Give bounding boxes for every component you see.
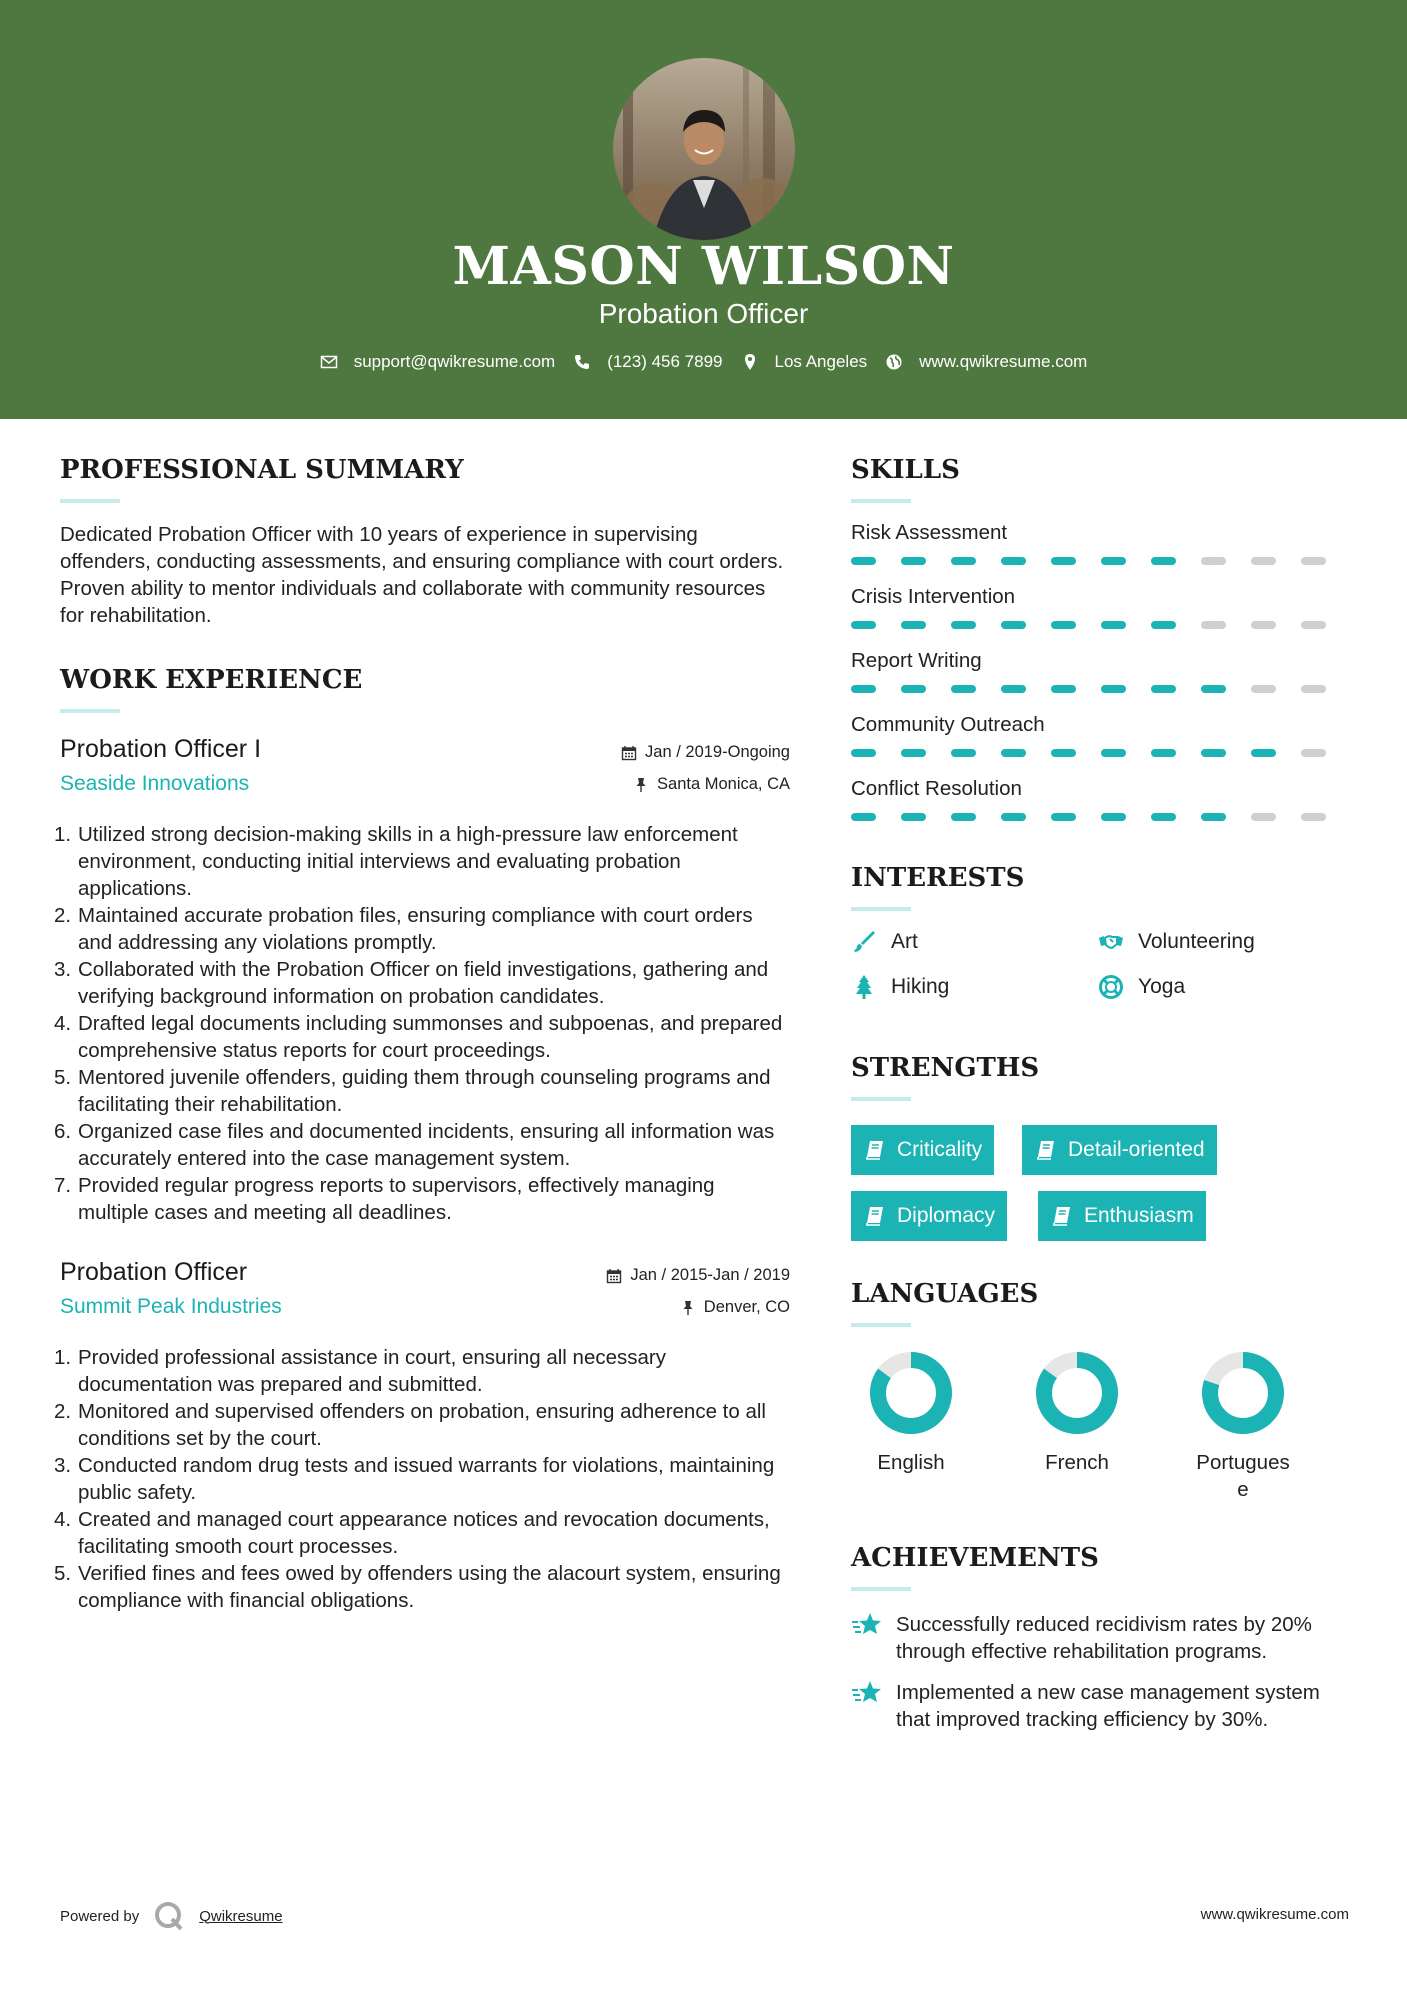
interest-item: [851, 974, 949, 1000]
skill-rating: [851, 621, 1351, 629]
contact-phone[interactable]: [573, 352, 722, 372]
skill-rating-dot: [951, 813, 976, 821]
skill-rating-dot: [1051, 749, 1076, 757]
skills-heading: SKILLS: [851, 455, 960, 485]
map-pin-icon: [741, 353, 759, 371]
book-icon: [1035, 1139, 1057, 1161]
skill-rating-dot: [1251, 685, 1276, 693]
summary-text: Dedicated Probation Officer with 10 years of experience in supervising offenders, conducting assessments, and ensuring compliance with court orders. Proven ability to mentor individuals and collaborate with community resources for rehabilitation.: [60, 523, 784, 627]
job-duties-list: [54, 1344, 790, 1614]
skill-rating-dot: [1101, 621, 1126, 629]
skill-rating-dot: [951, 621, 976, 629]
interest-label: Art: [891, 930, 918, 953]
job-duty: 1. Utilized strong decision-making skills in a high-pressure law enforcement environment, conducting initial interviews and evaluating probation applications.: [54, 823, 738, 900]
language-name: English: [877, 1451, 945, 1474]
languages-list: [851, 1351, 1351, 1511]
book-icon: [1051, 1205, 1073, 1227]
language-donut: [1201, 1351, 1285, 1435]
left-column: [54, 455, 790, 1614]
interest-item: [851, 929, 918, 955]
tree-icon: [851, 974, 877, 1000]
skill-rating: [851, 685, 1351, 693]
pushpin-icon: [680, 1300, 696, 1316]
strengths-list: [851, 1125, 1351, 1265]
job-duties-list: [54, 821, 790, 1226]
book-icon: [864, 1139, 886, 1161]
job-header: [60, 735, 790, 801]
skill-rating-dot: [1001, 685, 1026, 693]
strength-label: Criticality: [897, 1138, 983, 1161]
skill-item: [851, 649, 1351, 713]
skill-rating-dot: [1051, 685, 1076, 693]
skill-rating-dot: [901, 749, 926, 757]
strength-label: Enthusiasm: [1084, 1204, 1194, 1227]
pushpin-icon: [633, 777, 649, 793]
skill-rating-dot: [851, 557, 876, 565]
lifebuoy-icon: [1098, 974, 1124, 1000]
language-name: French: [1045, 1451, 1109, 1474]
languages-section: [851, 1279, 1351, 1511]
skill-name: Risk Assessment: [851, 521, 1008, 544]
summary-section: [60, 455, 790, 629]
language-name: Portugues e: [1196, 1451, 1290, 1501]
skill-rating-dot: [851, 621, 876, 629]
job-duty: 5. Verified fines and fees owed by offenders using the alacourt system, ensuring compliance with financial obligations.: [54, 1562, 781, 1612]
candidate-title: Probation Officer: [598, 298, 809, 329]
skill-rating-dot: [1051, 621, 1076, 629]
skill-rating-dot: [1001, 813, 1026, 821]
skill-rating-dot: [1101, 749, 1126, 757]
skills-list: [851, 521, 1351, 841]
phone-icon: [573, 353, 591, 371]
skill-rating-dot: [1201, 621, 1226, 629]
strength-tag: [851, 1191, 1007, 1241]
powered-by-label: Powered by: [60, 1907, 140, 1925]
skill-rating: [851, 813, 1351, 821]
job-entry: [54, 1258, 790, 1614]
skill-rating-dot: [1251, 813, 1276, 821]
language-item: [851, 1351, 971, 1476]
skills-section: [851, 455, 1351, 841]
skill-rating-dot: [1101, 813, 1126, 821]
strength-label: Detail-oriented: [1068, 1138, 1205, 1161]
skill-name: Crisis Intervention: [851, 585, 1016, 608]
achievement-item: [851, 1679, 1351, 1733]
achievements-section: [851, 1543, 1351, 1733]
skill-item: [851, 585, 1351, 649]
skill-rating-dot: [1301, 685, 1326, 693]
skill-rating-dot: [1101, 685, 1126, 693]
qwikresume-link[interactable]: Qwikresume: [199, 1907, 283, 1925]
skill-rating-dot: [1051, 813, 1076, 821]
skill-rating-dot: [1051, 557, 1076, 565]
section-divider: [851, 907, 911, 911]
skill-rating-dot: [1001, 621, 1026, 629]
skill-rating-dot: [901, 557, 926, 565]
summary-heading: PROFESSIONAL SUMMARY: [60, 455, 464, 485]
skill-rating-dot: [1251, 749, 1276, 757]
job-date: [606, 1266, 790, 1285]
achievement-item: [851, 1611, 1351, 1665]
section-divider: [851, 499, 911, 503]
skill-rating-dot: [901, 621, 926, 629]
skill-rating: [851, 557, 1351, 565]
job-header: [60, 1258, 790, 1324]
strength-tag: [1038, 1191, 1206, 1241]
experience-heading: WORK EXPERIENCE: [60, 665, 363, 695]
interest-label: Hiking: [891, 975, 950, 998]
job-duty: 2. Monitored and supervised offenders on probation, ensuring adherence to all conditions set by the court.: [54, 1400, 766, 1450]
calendar-icon: [621, 745, 637, 761]
skill-rating-dot: [901, 685, 926, 693]
experience-section: [54, 665, 790, 1614]
interests-heading: INTERESTS: [851, 863, 1025, 893]
language-item: [1017, 1351, 1137, 1476]
skill-rating-dot: [951, 557, 976, 565]
skill-item: [851, 777, 1351, 841]
contact-email[interactable]: [320, 352, 556, 372]
skill-rating-dot: [1301, 557, 1326, 565]
skill-rating-dot: [1151, 621, 1176, 629]
footer-website[interactable]: www.qwikresume.com: [1200, 1906, 1349, 1923]
book-icon: [864, 1205, 886, 1227]
contact-website-text: www.qwikresume.com: [919, 352, 1088, 371]
job-entry: [54, 735, 790, 1226]
contact-phone-text: (123) 456 7899: [607, 352, 723, 371]
skill-rating-dot: [1251, 621, 1276, 629]
achievements-heading: ACHIEVEMENTS: [851, 1543, 1099, 1573]
skill-rating-dot: [1301, 813, 1326, 821]
skill-rating-dot: [951, 685, 976, 693]
footer-branding: [60, 1900, 283, 1932]
skill-rating-dot: [1301, 749, 1326, 757]
interest-label: Yoga: [1138, 975, 1186, 998]
calendar-icon: [606, 1268, 622, 1284]
language-item: [1183, 1351, 1303, 1503]
achievements-list: [851, 1611, 1351, 1733]
job-duty: 2. Maintained accurate probation files, ensuring compliance with court orders and addressing any violations promptly.: [54, 904, 753, 954]
star-speed-icon: [851, 1677, 883, 1709]
skill-rating-dot: [1301, 621, 1326, 629]
skill-rating: [851, 749, 1351, 757]
job-location: [633, 775, 790, 794]
job-duty: 6. Organized case files and documented incidents, ensuring all information was accurately entered into the case management system.: [54, 1120, 775, 1170]
language-donut: [1035, 1351, 1119, 1435]
job-date-text: Jan / 2019-Ongoing: [645, 743, 790, 761]
skill-rating-dot: [851, 685, 876, 693]
job-date: [621, 743, 790, 762]
skill-rating-dot: [1151, 685, 1176, 693]
skill-rating-dot: [1151, 557, 1176, 565]
achievement-text: Implemented a new case management system that improved tracking efficiency by 30%.: [896, 1681, 1320, 1731]
job-date-text: Jan / 2015-Jan / 2019: [630, 1266, 790, 1284]
skill-name: Community Outreach: [851, 713, 1045, 736]
job-location-text: Santa Monica, CA: [657, 775, 790, 793]
achievement-text: Successfully reduced recidivism rates by 20% through effective rehabilitation programs.: [896, 1613, 1312, 1663]
job-location-text: Denver, CO: [703, 1298, 790, 1316]
skill-rating-dot: [1151, 749, 1176, 757]
skill-name: Report Writing: [851, 649, 982, 672]
languages-heading: LANGUAGES: [851, 1279, 1039, 1309]
profile-photo: [613, 58, 795, 240]
skill-rating-dot: [1251, 557, 1276, 565]
skill-item: [851, 713, 1351, 777]
section-divider: [60, 499, 120, 503]
right-column: [851, 455, 1351, 1747]
candidate-name: MASON WILSON: [452, 236, 955, 297]
strengths-heading: STRENGTHS: [851, 1053, 1040, 1083]
job-title: Probation Officer I: [60, 735, 262, 763]
job-duty: 7. Provided regular progress reports to supervisors, effectively managing multiple cases and meeting all deadlines.: [54, 1174, 715, 1224]
job-duty: 3. Conducted random drug tests and issued warrants for violations, maintaining public safety.: [54, 1454, 775, 1504]
skill-rating-dot: [1201, 685, 1226, 693]
resume-header: [0, 0, 1407, 419]
skill-rating-dot: [1151, 813, 1176, 821]
strength-tag: [851, 1125, 994, 1175]
job-duty: 4. Drafted legal documents including summonses and subpoenas, and prepared comprehensive status reports for court proceedings.: [54, 1012, 783, 1062]
job-location: [680, 1298, 790, 1317]
skill-rating-dot: [851, 813, 876, 821]
strength-tag: [1022, 1125, 1217, 1175]
contact-website[interactable]: [885, 352, 1087, 372]
contact-location-text: Los Angeles: [774, 352, 868, 371]
contact-location: [741, 352, 868, 372]
job-title: Probation Officer: [60, 1258, 248, 1286]
job-company: Summit Peak Industries: [60, 1295, 282, 1318]
interest-item: [1098, 929, 1255, 955]
interest-label: Volunteering: [1138, 930, 1255, 953]
contact-bar: [0, 352, 1407, 372]
skill-item: [851, 521, 1351, 585]
skill-rating-dot: [1201, 749, 1226, 757]
job-duty: 1. Provided professional assistance in court, ensuring all necessary documentation was prepared and submitted.: [54, 1346, 666, 1396]
handshake-icon: [1098, 929, 1124, 955]
interests-list: [851, 929, 1351, 1029]
strengths-section: [851, 1053, 1351, 1265]
globe-icon: [885, 353, 903, 371]
qwikresume-logo-icon: [153, 1900, 185, 1932]
strength-label: Diplomacy: [897, 1204, 996, 1227]
section-divider: [851, 1323, 911, 1327]
star-speed-icon: [851, 1609, 883, 1641]
job-duty: 5. Mentored juvenile offenders, guiding them through counseling programs and facilitating their rehabilitation.: [54, 1066, 771, 1116]
skill-rating-dot: [1001, 749, 1026, 757]
section-divider: [851, 1587, 911, 1591]
envelope-icon: [320, 353, 338, 371]
skill-rating-dot: [1001, 557, 1026, 565]
skill-rating-dot: [951, 749, 976, 757]
skill-rating-dot: [1201, 813, 1226, 821]
section-divider: [60, 709, 120, 713]
skill-rating-dot: [1101, 557, 1126, 565]
interest-item: [1098, 974, 1185, 1000]
paintbrush-icon: [851, 929, 877, 955]
skill-rating-dot: [1201, 557, 1226, 565]
skill-name: Conflict Resolution: [851, 777, 1022, 800]
contact-email-text: support@qwikresume.com: [353, 352, 556, 371]
job-duty: 4. Created and managed court appearance notices and revocation documents, facilitating smooth court processes.: [54, 1508, 770, 1558]
skill-rating-dot: [901, 813, 926, 821]
job-company: Seaside Innovations: [60, 772, 250, 795]
section-divider: [851, 1097, 911, 1101]
job-duty: 3. Collaborated with the Probation Officer on field investigations, gathering and verifying background information on probation candidates.: [54, 958, 769, 1008]
interests-section: [851, 863, 1351, 1029]
language-donut: [869, 1351, 953, 1435]
skill-rating-dot: [851, 749, 876, 757]
